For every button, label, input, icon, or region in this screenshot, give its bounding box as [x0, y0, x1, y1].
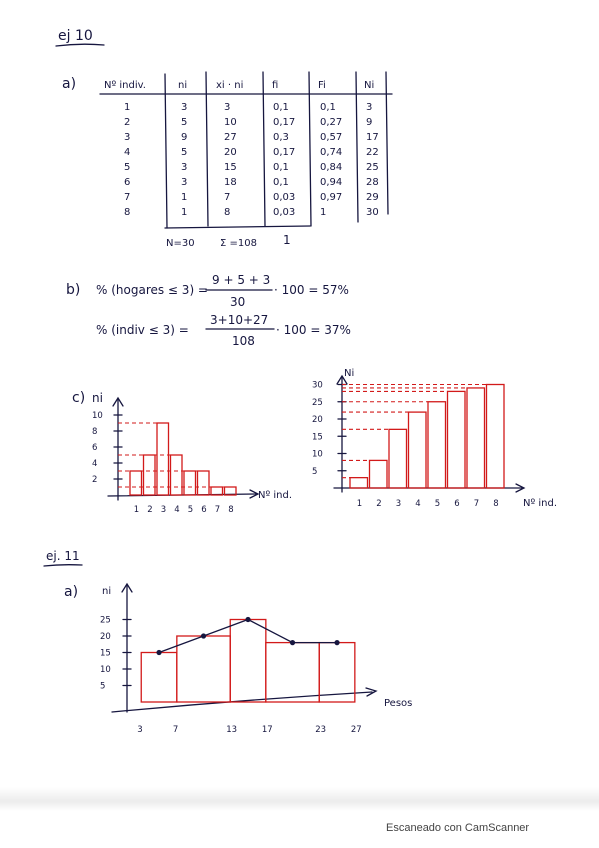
x-tick-label: 8: [228, 505, 234, 515]
table-header-cell: fi: [272, 80, 279, 91]
table-cell: 8: [224, 207, 231, 218]
table-total-sum: Σ =108: [220, 238, 257, 249]
table-header-cell: Ni: [364, 80, 375, 91]
table-cell: 10: [224, 117, 237, 128]
table-col-sep: [386, 72, 388, 214]
table-cell: 4: [124, 147, 131, 158]
table-cell: 8: [124, 207, 131, 218]
part-b-line2-num: 3+10+27: [210, 313, 269, 327]
y-tick-label: 15: [312, 432, 323, 443]
table-cell: 5: [124, 162, 131, 173]
table-cell: 25: [366, 162, 379, 173]
table-cell: 3: [224, 102, 231, 113]
x-tick-label: 27: [350, 725, 362, 735]
x-tick-label: 6: [454, 499, 460, 509]
y-tick-label: 25: [100, 615, 111, 626]
table-cell: 1: [181, 192, 188, 203]
table-cell: 3: [124, 132, 131, 143]
table-cell: 30: [366, 207, 379, 218]
table-cell: 28: [366, 177, 379, 188]
part-c-label: c): [72, 390, 86, 406]
ni-bar-chart: [92, 391, 292, 515]
histogram-bar: [177, 636, 230, 702]
ej11-part-a: a): [64, 584, 79, 600]
chart3-xlabel: Pesos: [384, 698, 413, 709]
part-b-line2-right: · 100 = 37%: [276, 323, 351, 337]
table-cell: 1: [320, 207, 327, 218]
table-total-f: 1: [283, 233, 291, 247]
part-b-line1-num: 9 + 5 + 3: [212, 273, 271, 287]
table-cell: 17: [366, 132, 379, 143]
x-tick-label: 4: [415, 499, 421, 509]
table-col-sep: [309, 72, 311, 226]
x-tick-label: 8: [493, 499, 499, 509]
bar: [171, 455, 183, 495]
table-cell: 20: [224, 147, 237, 158]
table-cell: 29: [366, 192, 379, 203]
part-b-label: b): [66, 282, 81, 298]
y-tick-label: 25: [312, 397, 323, 408]
bar: [389, 429, 407, 488]
x-tick-label: 2: [147, 505, 153, 515]
y-tick-label: 10: [312, 449, 323, 460]
table-cell: 15: [224, 162, 237, 173]
polygon-point: [156, 650, 161, 655]
frequency-table: [100, 72, 392, 228]
table-col-sep: [165, 74, 167, 228]
x-tick-label: 1: [133, 505, 140, 515]
histogram-bar: [266, 643, 319, 702]
bar: [144, 455, 156, 495]
table-cell: 22: [366, 147, 379, 158]
chart1-ylabel: ni: [92, 391, 103, 405]
x-tick-label: 23: [315, 725, 327, 735]
bar: [467, 388, 485, 488]
bar: [184, 471, 196, 495]
table-header-cell: xi · ni: [216, 80, 244, 91]
x-tick-label: 7: [214, 505, 221, 515]
x-tick-label: 5: [434, 499, 441, 509]
polygon-point: [245, 617, 250, 622]
y-tick-label: 2: [92, 475, 98, 485]
x-tick-label: 3: [160, 505, 167, 515]
x-tick-label: 5: [187, 505, 194, 515]
table-cell: 0,94: [320, 177, 343, 188]
bar: [448, 391, 466, 488]
part-b-line1-left: % (hogares ≤ 3) =: [96, 283, 208, 297]
x-tick-label: 13: [226, 725, 238, 735]
y-tick-label: 20: [100, 632, 111, 642]
table-cell: 0,03: [273, 192, 296, 203]
x-tick-label: 3: [395, 499, 402, 509]
table-cell: 7: [224, 192, 231, 203]
bar: [211, 487, 223, 495]
table-cell: 0,1: [273, 102, 289, 113]
polygon-point: [290, 640, 295, 645]
table-cell: 27: [224, 132, 237, 143]
table-cell: 3: [181, 162, 188, 173]
table-header-cell: Fi: [318, 80, 326, 91]
table-cell: 0,1: [320, 102, 336, 113]
table-col-sep: [206, 72, 208, 226]
table-cell: 6: [124, 177, 131, 188]
table-header-cell: Nº indiv.: [104, 80, 146, 91]
table-cell: 1: [124, 102, 131, 113]
table-cell: 2: [124, 117, 131, 128]
bar: [157, 423, 169, 495]
table-cell: 0,57: [320, 132, 343, 143]
table-cell: 3: [181, 177, 188, 188]
x-tick-label: 7: [172, 725, 179, 735]
y-tick-label: 5: [100, 681, 106, 692]
ej10-title: ej 10: [58, 28, 93, 44]
y-tick-label: 15: [100, 648, 111, 659]
table-cell: 0,3: [273, 132, 289, 143]
histogram-bar: [230, 620, 266, 703]
table-cell: 0,1: [273, 177, 289, 188]
part-b-line1-right: · 100 = 57%: [274, 283, 349, 297]
y-tick-label: 20: [312, 415, 323, 425]
y-tick-label: 10: [100, 665, 111, 675]
chart2-ylabel: Ni: [344, 368, 355, 379]
part-b-line1-den: 30: [230, 295, 246, 309]
x-tick-label: 7: [473, 499, 480, 509]
table-cell: 5: [181, 117, 188, 128]
table-cell: 3: [181, 102, 188, 113]
ej11-title: ej. 11: [46, 549, 80, 563]
chart2-xlabel: Nº ind.: [523, 498, 558, 509]
bar: [370, 460, 388, 488]
bar: [130, 471, 142, 495]
table-cell: 9: [181, 132, 188, 143]
Ni-cumulative-bar-chart: [312, 368, 557, 509]
bar: [198, 471, 210, 495]
y-tick-label: 10: [92, 411, 103, 421]
polygon-point: [201, 633, 206, 638]
chart1-xlabel: Nº ind.: [258, 490, 293, 501]
title-underline: [56, 44, 104, 46]
y-tick-label: 6: [92, 443, 98, 453]
table-cell: 9: [366, 117, 373, 128]
table-cell: 0,17: [273, 147, 296, 158]
table-col-sep: [263, 72, 265, 226]
table-cell: 3: [366, 102, 373, 113]
y-tick-label: 4: [92, 459, 98, 469]
table-total-n: N=30: [166, 238, 195, 249]
title-underline: [44, 565, 82, 566]
x-tick-label: 3: [137, 725, 143, 735]
x-tick-label: 6: [201, 505, 207, 515]
part-b-line2-den: 108: [232, 334, 255, 348]
bar: [487, 385, 505, 489]
table-cell: 1: [181, 207, 188, 218]
x-tick-label: 4: [174, 505, 180, 515]
ej10-part-a: a): [62, 76, 77, 92]
table-cell: 0,1: [273, 162, 289, 173]
table-cell: 18: [224, 177, 237, 188]
table-cell: 0,17: [273, 117, 296, 128]
bar: [350, 478, 368, 488]
table-cell: 0,27: [320, 117, 343, 128]
y-tick-label: 8: [92, 427, 98, 437]
table-cell: 0,84: [320, 162, 343, 173]
y-tick-label: 30: [312, 380, 323, 391]
table-cell: 7: [124, 192, 131, 203]
x-tick-label: 2: [376, 499, 382, 509]
x-tick-label: 17: [261, 725, 273, 735]
table-bottom-line: [165, 226, 310, 228]
bar: [428, 402, 446, 488]
x-tick-label: 1: [356, 499, 363, 509]
bar: [409, 412, 427, 488]
chart3-ylabel: ni: [102, 586, 112, 597]
y-tick-label: 5: [312, 466, 318, 477]
table-cell: 0,74: [320, 147, 343, 158]
scanner-footer: Escaneado con CamScanner: [386, 822, 530, 834]
table-header-cell: ni: [178, 80, 188, 91]
table-cell: 0,97: [320, 192, 343, 203]
table-cell: 0,03: [273, 207, 296, 218]
table-cell: 5: [181, 147, 188, 158]
histogram-bar: [141, 653, 177, 703]
part-b-line2-left: % (indiv ≤ 3) =: [96, 323, 189, 337]
weights-histogram: [100, 584, 412, 735]
polygon-point: [334, 640, 339, 645]
